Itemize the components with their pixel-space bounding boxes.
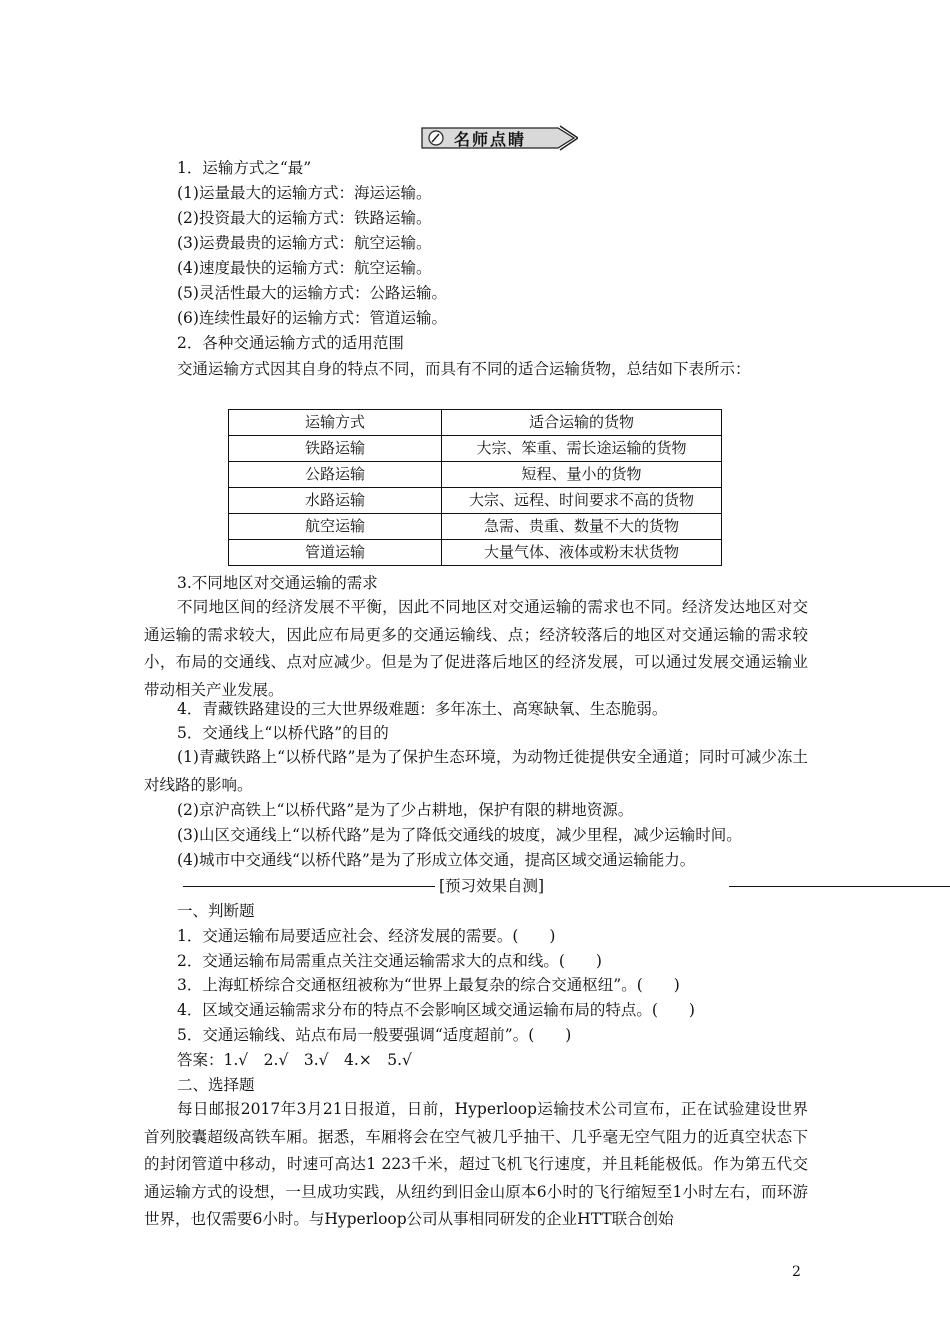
quiz-question: 3．上海虹桥综合交通枢纽被称为“世界上最复杂的综合交通枢纽”。( ) <box>177 976 680 994</box>
table-cell: 公路运输 <box>229 462 442 488</box>
section-1-item: (1)运量最大的运输方式：海运运输。 <box>177 184 432 202</box>
section-1-item: (5)灵活性最大的运输方式：公路运输。 <box>177 284 447 302</box>
divider-rule-left <box>183 886 435 887</box>
section-3-body: 不同地区间的经济发展不平衡，因此不同地区对交通运输的需求也不同。经济发达地区对交通运输的需求较大，因此应布局更多的交通运输线、点；经济较落后的地区对交通运输的需求较小，布局的交通线、点对应减少。但是为了促进落后地区的经济发展，可以通过发展交通运输业带动相关产业发展。 <box>144 598 808 699</box>
section-3-title: 3.不同地区对交通运输的需求 <box>177 574 378 592</box>
page-number: 2 <box>792 1264 801 1280</box>
section-5-item: (1)青藏铁路上“以桥代路”是为了保护生态环境，为动物迁徙提供安全通道；同时可减少冻土对线路的影响。 <box>144 748 808 794</box>
section-4-title: 4．青藏铁路建设的三大世界级难题：多年冻土、高寒缺氧、生态脆弱。 <box>177 700 668 718</box>
section-1-item: (6)连续性最好的运输方式：管道运输。 <box>177 309 447 327</box>
section-5-item: (2)京沪高铁上“以桥代路”是为了少占耕地，保护有限的耕地资源。 <box>177 801 634 819</box>
table-header-row <box>229 410 722 436</box>
table-cell: 铁路运输 <box>229 436 442 462</box>
table-header-cell: 适合运输的货物 <box>442 410 722 436</box>
quiz-part-2-title: 二、选择题 <box>177 1076 255 1094</box>
table-row <box>229 540 722 566</box>
banner-title: 名师点睛 <box>454 130 527 149</box>
section-1-item: (3)运费最贵的运输方式：航空运输。 <box>177 234 432 252</box>
quiz-question: 4．区域交通运输需求分布的特点不会影响区域交通运输布局的特点。( ) <box>177 1001 695 1019</box>
section-2-intro: 交通运输方式因其自身的特点不同，而具有不同的适合运输货物，总结如下表所示： <box>177 360 751 378</box>
table-row <box>229 514 722 540</box>
section-1-item: (4)速度最快的运输方式：航空运输。 <box>177 259 432 277</box>
table-cell: 短程、量小的货物 <box>442 462 722 488</box>
section-banner <box>418 124 578 152</box>
section-5-item: (3)山区交通线上“以桥代路”是为了降低交通线的坡度，减少里程，减少运输时间。 <box>177 826 742 844</box>
table-cell: 管道运输 <box>229 540 442 566</box>
table-cell: 大量气体、液体或粉末状货物 <box>442 540 722 566</box>
divider-rule-right <box>729 886 950 887</box>
quiz-question: 5．交通运输线、站点布局一般要强调“适度超前”。( ) <box>177 1026 572 1044</box>
table-row <box>229 462 722 488</box>
table-cell: 航空运输 <box>229 514 442 540</box>
section-1-item: (2)投资最大的运输方式：铁路运输。 <box>177 209 432 227</box>
section-1-title: 1．运输方式之“最” <box>177 159 312 177</box>
quiz-question: 1．交通运输布局要适应社会、经济发展的需要。( ) <box>177 927 556 945</box>
table-cell: 大宗、远程、时间要求不高的货物 <box>442 488 722 514</box>
table-row <box>229 488 722 514</box>
quiz-question: 2．交通运输布局需重点关注交通运输需求大的点和线。( ) <box>177 952 602 970</box>
table-header-cell: 运输方式 <box>229 410 442 436</box>
section-5-item: (4)城市中交通线“以桥代路”是为了形成立体交通，提高区域交通运输能力。 <box>177 851 696 869</box>
quiz-answer: 答案：1.√ 2.√ 3.√ 4.× 5.√ <box>177 1051 412 1069</box>
section-2-title: 2．各种交通运输方式的适用范围 <box>177 334 404 352</box>
self-test-divider <box>177 875 807 897</box>
section-5-title: 5．交通线上“以桥代路”的目的 <box>177 724 389 742</box>
table-cell: 急需、贵重、数量不大的货物 <box>442 514 722 540</box>
quiz-part-1-title: 一、判断题 <box>177 902 255 920</box>
transport-cargo-table <box>228 409 722 566</box>
table-cell: 水路运输 <box>229 488 442 514</box>
table-row <box>229 436 722 462</box>
divider-label: [预习效果自测] <box>439 877 545 895</box>
table-cell: 大宗、笨重、需长途运输的货物 <box>442 436 722 462</box>
quiz-passage: 每日邮报2017年3月21日报道，日前，Hyperloop运输技术公司宣布，正在试验建设世界首列胶囊超级高铁车厢。据悉，车厢将会在空气被几乎抽干、几乎毫无空气阻力的近真空状态下的封闭管道中移动，时速可高达1 223千米，超过飞机飞行速度，并且耗能极低。作为第五代交通运输方式的设想，一旦成功实践，从纽约到旧金山原本6小时的飞行缩短至1小时左右，而环游世界，也仅需要6小时。与Hyperloop公司从事相同研发的企业HTT联合创始 <box>144 1100 808 1228</box>
